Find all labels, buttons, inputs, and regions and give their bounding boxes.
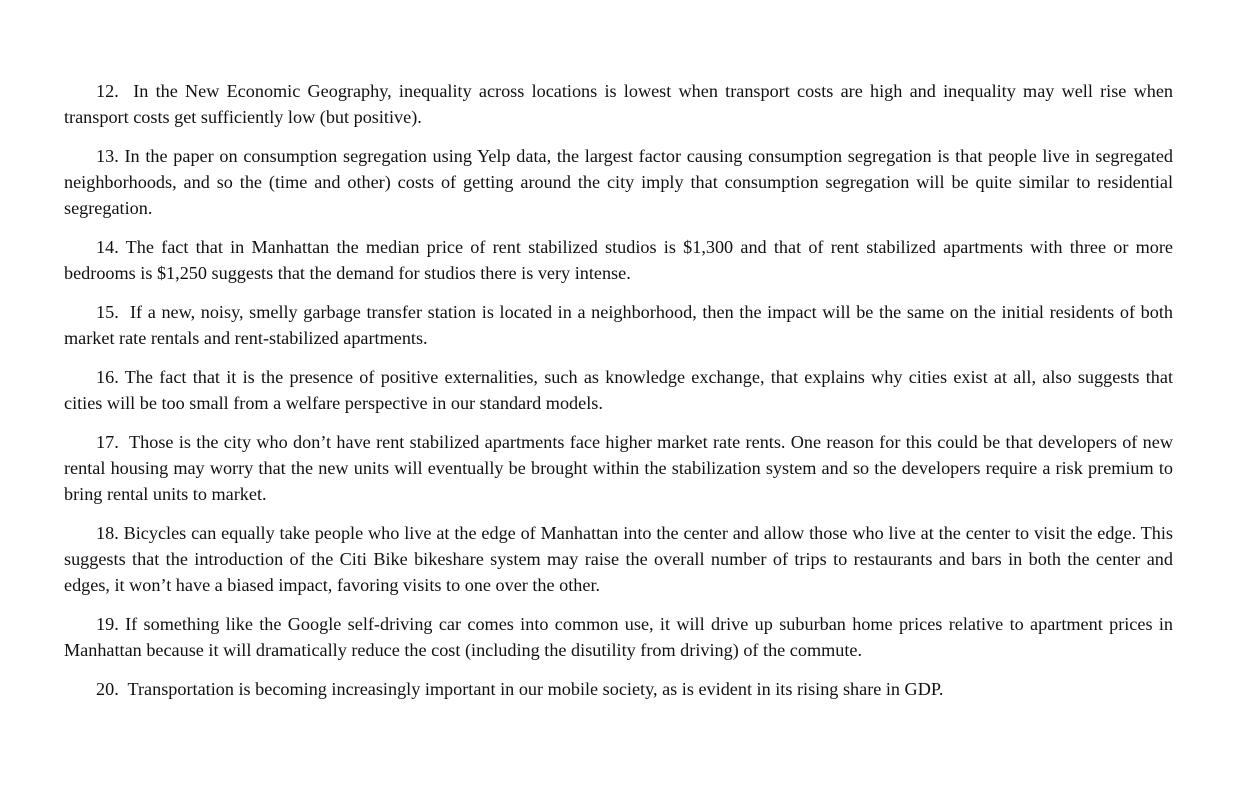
statement-number: 18. [96, 522, 119, 543]
statement-number: 16. [96, 366, 119, 387]
statement-text: If something like the Google self-driving car comes into common use, it will drive up suburban home prices relative to apartment prices in Manhattan because it will dramatically reduce the cost (including the disutility from driving) of the commute. [64, 613, 1174, 661]
statement-text: Transportation is becoming increasingly important in our mobile society, as is evident in its rising share in GDP. [127, 678, 944, 699]
statement-15 [64, 299, 1173, 351]
statement-text: In the paper on consumption segregation using Yelp data, the largest factor causing consumption segregation is that people live in segregated neighborhoods, and so the (time and other) costs of getting around the city imply that consumption segregation will be quite similar to residential segregation. [64, 145, 1174, 219]
statement-14 [64, 234, 1173, 286]
statement-number: 12. [96, 81, 119, 101]
statement-number: 19. [96, 613, 119, 634]
statement-16 [64, 364, 1173, 416]
statement-text: If a new, noisy, smelly garbage transfer station is located in a neighborhood, then the impact will be the same on the initial residents of both market rate rentals and rent-stabilized apartments. [64, 301, 1173, 349]
statement-text: The fact that it is the presence of positive externalities, such as knowledge exchange, that explains why cities exist at all, also suggests that cities will be too small from a welfare perspective in our standard models. [64, 366, 1174, 414]
statement-17 [64, 429, 1173, 508]
statement-number: 17. [96, 431, 119, 452]
document-page [64, 78, 1173, 715]
statement-13 [64, 143, 1173, 222]
statement-number: 20. [96, 678, 119, 699]
statement-number: 13. [96, 145, 119, 166]
statement-18 [64, 520, 1173, 599]
statement-text: Bicycles can equally take people who live at the edge of Manhattan into the center and allow those who live at the center to visit the edge. This suggests that the introduction of the Citi Bike bikeshare system may raise the overall number of trips to restaurants and bars in both the center and edges, it won’t have a biased impact, favoring visits to one over the other. [64, 522, 1173, 596]
statement-text: Those is the city who don’t have rent stabilized apartments face higher market rate rents. One reason for this could be that developers of new rental housing may worry that the new units will eventually be brought within the stabilization system and so the developers require a risk premium to bring rental units to market. [64, 431, 1173, 505]
statement-number: 14. [96, 237, 119, 258]
statement-19 [64, 611, 1173, 663]
statement-12 [64, 78, 1173, 130]
statement-20 [64, 676, 1173, 702]
statement-text: In the New Economic Geography, inequality across locations is lowest when transport costs are high and inequality may well rise when transport costs get sufficiently low (but positive). [64, 81, 1173, 128]
statement-text: The fact that in Manhattan the median price of rent stabilized studios is $1,300 and that of rent stabilized apartments with three or more bedrooms is $1,250 suggests that the demand for studios there is very intense. [64, 237, 1174, 284]
statement-number: 15. [96, 301, 119, 322]
